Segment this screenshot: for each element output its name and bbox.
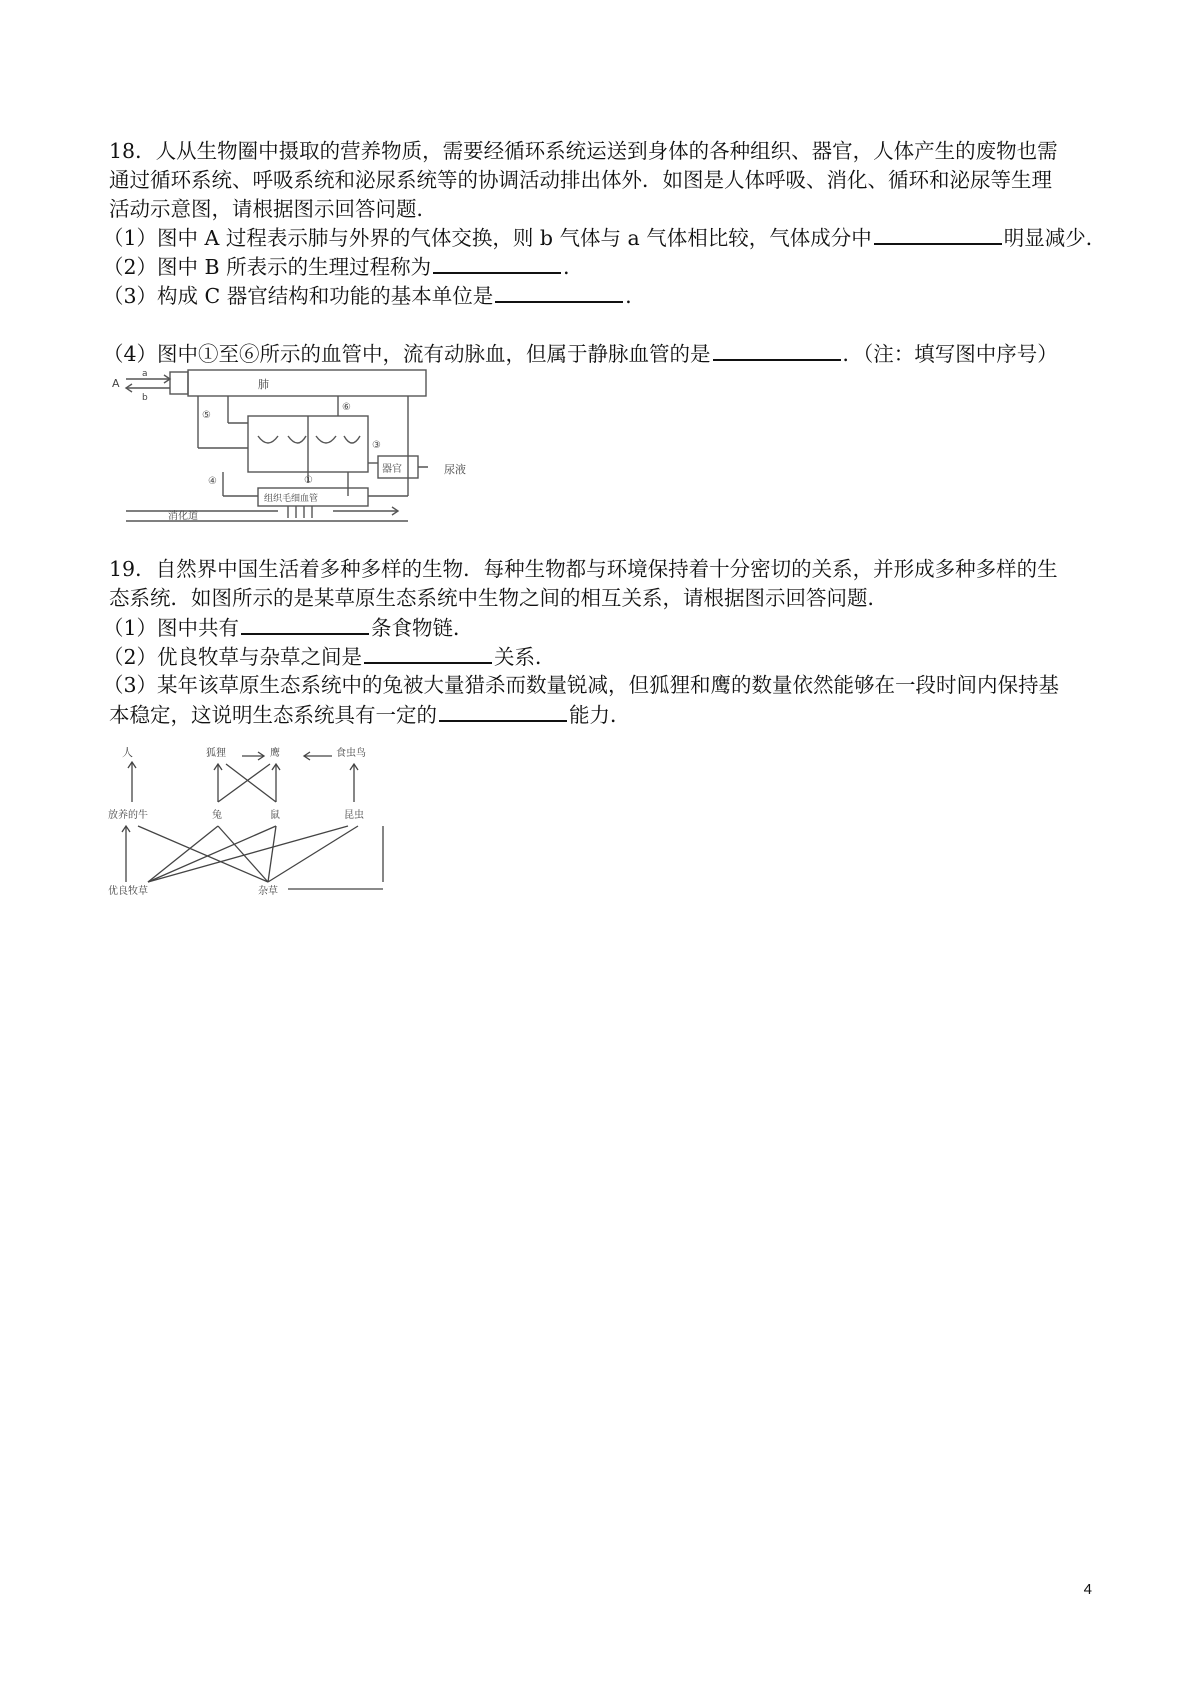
fig18-label-3: ③ (372, 440, 381, 451)
q18-blank-3[interactable] (495, 281, 623, 303)
q18-sub-2-text: （2）图中 B 所表示的生理过程称为 (103, 255, 432, 279)
fig19-node-mouse: 鼠 (270, 810, 280, 821)
fig19-node-goodgrass: 优良牧草 (108, 886, 148, 897)
q18-stem-line-3: 活动示意图，请根据图示回答问题． (109, 197, 437, 221)
q19-stem-line-2: 态系统．如图所示的是某草原生态系统中生物之间的相互关系，请根据图示回答问题． (109, 586, 888, 610)
q19-stem-line-1: 19．自然界中国生活着多种多样的生物．每种生物都与环境保持着十分密切的关系，并形成多种多样的生 (109, 557, 1058, 581)
fig18-label-A: A (112, 377, 120, 390)
fig19-node-hawk: 鹰 (270, 748, 280, 759)
q18-sub-1-tail: 明显减少． (1003, 226, 1107, 250)
fig18-label-5: ⑤ (202, 410, 211, 421)
q18-sub-4 (103, 339, 1058, 368)
q18-sub-4-tail: ．（注：填写图中序号） (842, 342, 1058, 366)
page-number: 4 (1083, 1581, 1092, 1598)
q18-sub-1-text: （1）图中 A 过程表示肺与外界的气体交换，则 b 气体与 a 气体相比较，气体成分中 (103, 226, 872, 250)
fig18-label-4: ④ (208, 476, 217, 487)
fig19-node-insect: 昆虫 (344, 810, 364, 821)
q18-sub-2 (103, 252, 584, 281)
q19-blank-3[interactable] (439, 700, 567, 722)
q19-sub-2-text: （2）优良牧草与杂草之间是 (103, 645, 363, 669)
fig18-label-6: ⑥ (342, 402, 351, 413)
q19-food-web-diagram (108, 742, 408, 897)
q18-sub-2-tail: ． (563, 255, 584, 279)
fig19-node-bird: 食虫鸟 (336, 748, 366, 759)
fig18-label-b: b (142, 393, 148, 403)
q18-sub-3-text: （3）构成 C 器官结构和功能的基本单位是 (103, 284, 494, 308)
q18-stem-line-2: 通过循环系统、呼吸系统和泌尿系统等的协调活动排出体外．如图是人体呼吸、消化、循环和泌尿等生理 (109, 168, 1052, 192)
fig19-node-fox: 狐狸 (206, 748, 226, 759)
q19-sub-3-tail: 能力． (569, 703, 631, 727)
fig18-label-organ: 器官 (382, 464, 402, 475)
q19-sub-1-tail: 条食物链． (371, 616, 474, 640)
q18-sub-3-tail: ． (625, 284, 646, 308)
fig19-node-human: 人 (122, 746, 133, 759)
q19-sub-3: （3）某年该草原生态系统中的兔被大量猎杀而数量锐减，但狐狸和鹰的数量依然能够在一段时间内保持基 (103, 673, 1060, 697)
fig18-label-lung: 肺 (258, 378, 269, 391)
q19-sub-2-tail: 关系． (494, 645, 556, 669)
fig18-label-digestive: 消化道 (168, 511, 198, 522)
q19-sub-3-text: 本稳定，这说明生态系统具有一定的 (109, 703, 437, 727)
q19-sub-3-cont (109, 700, 631, 729)
fig18-label-a: a (142, 369, 148, 379)
q18-blank-1[interactable] (874, 223, 1002, 245)
q18-sub-3 (103, 281, 646, 310)
q18-physiology-diagram (108, 368, 428, 523)
q19-blank-1[interactable] (241, 613, 369, 635)
fig18-label-1: ① (304, 475, 313, 486)
q19-sub-1 (103, 613, 474, 642)
fig18-label-urine: 尿液 (444, 463, 466, 476)
fig19-node-livestock: 放养的牛 (108, 810, 148, 821)
fig19-node-rabbit: 兔 (212, 810, 222, 821)
q18-blank-4[interactable] (713, 339, 841, 361)
fig18-label-tissue: 组织毛细血管 (264, 494, 319, 504)
q18-stem-line-1: 18．人从生物圈中摄取的营养物质，需要经循环系统运送到身体的各种组织、器官，人体产生的废物也需 (109, 139, 1058, 163)
q18-sub-4-text: （4）图中①至⑥所示的血管中，流有动脉血，但属于静脉血管的是 (103, 342, 711, 366)
q19-sub-1-text: （1）图中共有 (103, 616, 240, 640)
q19-sub-2 (103, 642, 556, 671)
q18-sub-1 (103, 223, 1106, 252)
fig19-node-weeds: 杂草 (258, 886, 278, 897)
q18-blank-2[interactable] (433, 252, 561, 274)
q19-blank-2[interactable] (364, 642, 492, 664)
